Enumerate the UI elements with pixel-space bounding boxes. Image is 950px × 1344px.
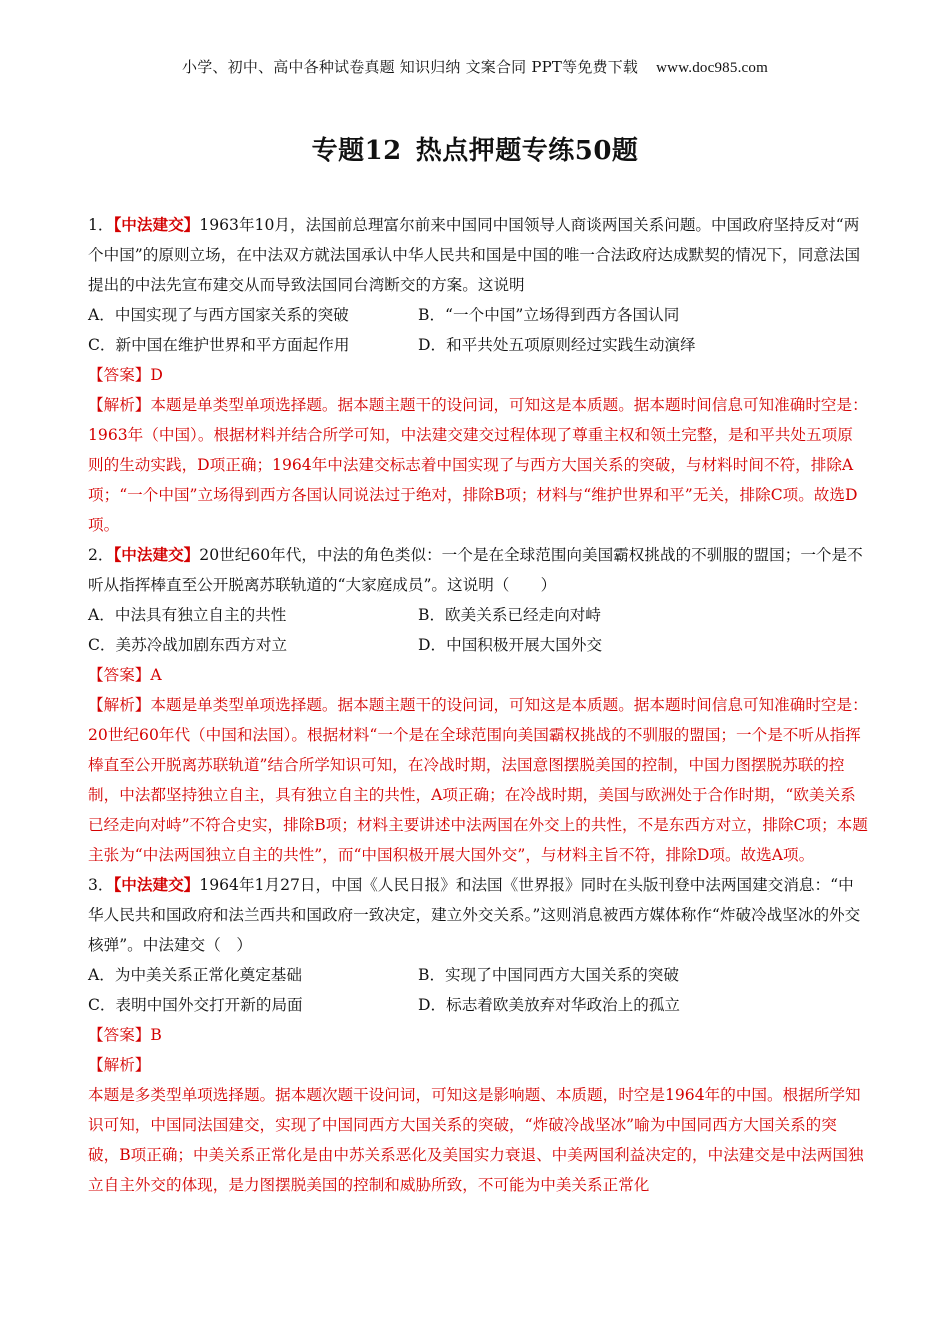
option-a: A．为中美关系正常化奠定基础 (88, 966, 302, 984)
analysis: 本题是多类型单项选择题。据本题次题干设问词，可知这是影响题、本质题，时空是1964年的中国。根据所学知识可知，中国同法国建交，实现了中国同西方大国关系的突破，“炸破冷战坚冰”喻为中国同西方大国关系的突破，B项正确；中美关系正常化是由中苏关系恶化及美国实力衰退、中美两国利益决定的，中法建交是中法两国独立自主外交的体现，是力图摆脱美国的控制和威胁所致，不可能为中美关系正常化 (88, 1086, 864, 1194)
question-stem (88, 540, 868, 600)
question-tag: 【中法建交】 (113, 875, 200, 894)
option-b: B．“一个中国”立场得到西方各国认同 (418, 306, 680, 324)
question-number: 3． (88, 876, 114, 894)
option-a: A．中法具有独立自主的共性 (88, 606, 287, 624)
answer: 【答案】B (88, 1026, 162, 1044)
option-b: B．欧美关系已经走向对峙 (418, 606, 601, 624)
answer: 【答案】D (88, 366, 163, 384)
title-topic-number: 专题12 (311, 136, 402, 166)
header-url[interactable]: www.doc985.com (656, 60, 768, 76)
option-c: C．新中国在维护世界和平方面起作用 (88, 336, 350, 354)
question-2 (88, 540, 868, 870)
page-header (0, 56, 950, 77)
question-3 (88, 870, 868, 1200)
question-number: 1． (88, 216, 114, 234)
analysis: 【解析】本题是单类型单项选择题。据本题主题干的设问词，可知这是本质题。据本题时间信息可知准确时空是：1963年（中国）。根据材料并结合所学可知，中法建交建交过程体现了尊重主权和领土完整，是和平共处五项原则的生动实践，D项正确；1964年中法建交标志着中国实现了与西方大国关系的突破，与材料时间不符，排除A项；“一个中国”立场得到西方各国认同说法过于绝对，排除B项；材料与“维护世界和平”无关，排除C项。故选D项。 (88, 396, 868, 534)
header-text: 小学、初中、高中各种试卷真题 知识归纳 文案合同 PPT等免费下载 (182, 58, 639, 76)
title-topic-name: 热点押题专练50题 (415, 136, 639, 166)
page-title (0, 130, 950, 167)
option-d: D．中国积极开展大国外交 (418, 636, 603, 654)
question-tag: 【中法建交】 (113, 215, 200, 234)
options (88, 960, 868, 1020)
option-c: C．美苏冷战加剧东西方对立 (88, 636, 288, 654)
analysis: 【解析】本题是单类型单项选择题。据本题主题干的设问词，可知这是本质题。据本题时间信息可知准确时空是：20世纪60年代（中国和法国）。根据材料“一个是在全球范围向美国霸权挑战的不驯服的盟国；一个是不听从指挥棒直至公开脱离苏联轨道”结合所学知识可知，在冷战时期，法国意图摆脱美国的控制，中国力图摆脱苏联的控制，中法都坚持独立自主，具有独立自主的共性，A项正确；在冷战时期，美国与欧洲处于合作时期，“欧美关系已经走向对峙”不符合史实，排除B项；材料主要讲述中法两国在外交上的共性，不是东西方对立，排除C项；本题主张为“中法两国独立自主的共性”，而“中国积极开展大国外交”，与材料主旨不符，排除D项。故选A项。 (88, 696, 868, 864)
option-b: B．实现了中国同西方大国关系的突破 (418, 966, 679, 984)
options (88, 300, 868, 360)
question-stem (88, 210, 868, 300)
answer: 【答案】A (88, 666, 162, 684)
analysis-label: 【解析】 (88, 1056, 151, 1074)
option-a: A．中国实现了与西方国家关系的突破 (88, 306, 349, 324)
options (88, 600, 868, 660)
question-number: 2． (88, 546, 114, 564)
option-c: C．表明中国外交打开新的局面 (88, 996, 303, 1014)
question-text: 20世纪60年代，中法的角色类似：一个是在全球范围向美国霸权挑战的不驯服的盟国；一个是不听从指挥棒直至公开脱离苏联轨道的“大家庭成员”。这说明（ ） (88, 546, 863, 594)
document-body (88, 210, 868, 1200)
question-text: 1963年10月，法国前总理富尔前来中国同中国领导人商谈两国关系问题。中国政府坚持反对“两个中国”的原则立场，在中法双方就法国承认中华人民共和国是中国的唯一合法政府达成默契的情况下，同意法国提出的中法先宣布建交从而导致法国同台湾断交的方案。这说明 (88, 216, 861, 294)
question-tag: 【中法建交】 (113, 545, 200, 564)
question-1 (88, 210, 868, 540)
question-stem (88, 870, 868, 960)
question-text: 1964年1月27日，中国《人民日报》和法国《世界报》同时在头版刊登中法两国建交消息：“中华人民共和国政府和法兰西共和国政府一致决定，建立外交关系。”这则消息被西方媒体称作“炸破冷战坚冰的外交核弹”。中法建交（ ） (88, 876, 861, 954)
option-d: D．和平共处五项原则经过实践生动演绎 (418, 336, 696, 354)
option-d: D．标志着欧美放弃对华政治上的孤立 (418, 996, 681, 1014)
